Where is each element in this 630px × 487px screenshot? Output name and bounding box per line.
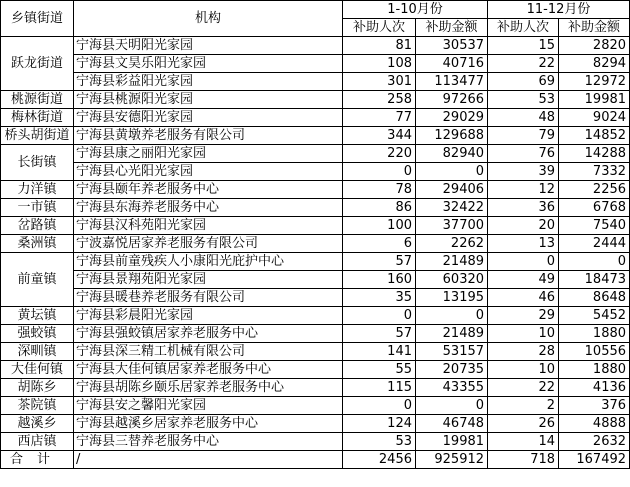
amount-1-cell: 30537: [416, 37, 488, 55]
org-cell: 宁海县安之馨阳光家园: [74, 397, 343, 415]
count-2-cell: 15: [488, 37, 559, 55]
town-cell: 黄坛镇: [1, 307, 74, 325]
amount-2-cell: 2444: [559, 235, 630, 253]
amount-1-cell: 46748: [416, 415, 488, 433]
count-2-cell: 12: [488, 181, 559, 199]
count-1-cell: 100: [343, 217, 416, 235]
org-cell: 宁海县前童残疾人小康阳光庇护中心: [74, 253, 343, 271]
org-cell: 宁海县强蛟镇居家养老服务中心: [74, 325, 343, 343]
amount-2-cell: 14852: [559, 127, 630, 145]
count-2-cell: 36: [488, 199, 559, 217]
amount-2-cell: 376: [559, 397, 630, 415]
amount-2-cell: 4888: [559, 415, 630, 433]
count-1-cell: 141: [343, 343, 416, 361]
table-row: [1, 55, 630, 73]
amount-1-cell: 29029: [416, 109, 488, 127]
count-1-cell: 6: [343, 235, 416, 253]
org-cell: 宁海县东海养老服务中心: [74, 199, 343, 217]
org-cell: 宁海县胡陈乡颐乐居家养老服务中心: [74, 379, 343, 397]
count-1-cell: 77: [343, 109, 416, 127]
count-2-cell: 39: [488, 163, 559, 181]
count-2-cell: 0: [488, 253, 559, 271]
count-1-cell: 57: [343, 253, 416, 271]
count-1-cell: 81: [343, 37, 416, 55]
town-cell: 力洋镇: [1, 181, 74, 199]
table-row: [1, 145, 630, 163]
amount-1-cell: 43355: [416, 379, 488, 397]
count-2-cell: 53: [488, 91, 559, 109]
amount-1-cell: 0: [416, 397, 488, 415]
count-2-cell: 2: [488, 397, 559, 415]
amount-1-cell: 53157: [416, 343, 488, 361]
org-cell: 宁海县三替养老服务中心: [74, 433, 343, 451]
amount-1-cell: 60320: [416, 271, 488, 289]
total-row: [1, 451, 630, 469]
count-1-cell: 0: [343, 307, 416, 325]
header-org: 机构: [74, 1, 343, 37]
amount-1-cell: 113477: [416, 73, 488, 91]
amount-2-cell: 8648: [559, 289, 630, 307]
header-town: 乡镇街道: [1, 1, 74, 37]
count-2-cell: 48: [488, 109, 559, 127]
org-cell: 宁海县文昊乐阳光家园: [74, 55, 343, 73]
header-amount-2: 补助金额: [559, 19, 630, 37]
header-period-1: 1-10月份: [343, 1, 488, 19]
count-1-cell: 220: [343, 145, 416, 163]
amount-1-cell: 32422: [416, 199, 488, 217]
amount-1-cell: 2262: [416, 235, 488, 253]
table-row: [1, 343, 630, 361]
org-cell: 宁海县暖巷养老服务有限公司: [74, 289, 343, 307]
amount-2-cell: 2256: [559, 181, 630, 199]
table-row: [1, 397, 630, 415]
count-2-cell: 22: [488, 379, 559, 397]
amount-1-cell: 19981: [416, 433, 488, 451]
town-cell: 一市镇: [1, 199, 74, 217]
table-row: [1, 415, 630, 433]
count-1-cell: 115: [343, 379, 416, 397]
town-cell: 深甽镇: [1, 343, 74, 361]
town-cell: 长街镇: [1, 145, 74, 181]
table-row: [1, 199, 630, 217]
amount-1-cell: 97266: [416, 91, 488, 109]
org-cell: 宁海县景翔苑阳光家园: [74, 271, 343, 289]
amount-1-cell: 37700: [416, 217, 488, 235]
count-1-cell: 0: [343, 163, 416, 181]
amount-1-cell: 20735: [416, 361, 488, 379]
town-cell: 桃源街道: [1, 91, 74, 109]
count-1-cell: 35: [343, 289, 416, 307]
org-cell: 宁海县心光阳光家园: [74, 163, 343, 181]
table-row: [1, 379, 630, 397]
amount-2-cell: 18473: [559, 271, 630, 289]
count-2-cell: 46: [488, 289, 559, 307]
total-amount-2: 167492: [559, 451, 630, 469]
org-cell: 宁海县彩晨阳光家园: [74, 307, 343, 325]
org-cell: 宁海县桃源阳光家园: [74, 91, 343, 109]
count-2-cell: 49: [488, 271, 559, 289]
town-cell: 茶院镇: [1, 397, 74, 415]
town-cell: 胡陈乡: [1, 379, 74, 397]
count-2-cell: 13: [488, 235, 559, 253]
count-1-cell: 55: [343, 361, 416, 379]
town-cell: 前童镇: [1, 253, 74, 307]
amount-1-cell: 40716: [416, 55, 488, 73]
table-row: [1, 37, 630, 55]
table-row: [1, 325, 630, 343]
amount-1-cell: 13195: [416, 289, 488, 307]
amount-2-cell: 8294: [559, 55, 630, 73]
total-label: 合计: [1, 451, 74, 469]
amount-2-cell: 2820: [559, 37, 630, 55]
town-cell: 桑洲镇: [1, 235, 74, 253]
count-1-cell: 53: [343, 433, 416, 451]
table-row: [1, 181, 630, 199]
amount-2-cell: 0: [559, 253, 630, 271]
count-2-cell: 79: [488, 127, 559, 145]
header-count-2: 补助人次: [488, 19, 559, 37]
amount-2-cell: 1880: [559, 361, 630, 379]
org-cell: 宁海县大佳何镇居家养老服务中心: [74, 361, 343, 379]
total-count-1: 2456: [343, 451, 416, 469]
count-2-cell: 20: [488, 217, 559, 235]
amount-1-cell: 21489: [416, 325, 488, 343]
amount-2-cell: 4136: [559, 379, 630, 397]
amount-2-cell: 19981: [559, 91, 630, 109]
count-1-cell: 57: [343, 325, 416, 343]
amount-2-cell: 7332: [559, 163, 630, 181]
count-1-cell: 301: [343, 73, 416, 91]
org-cell: 宁海县黄墩养老服务有限公司: [74, 127, 343, 145]
count-2-cell: 10: [488, 361, 559, 379]
count-1-cell: 344: [343, 127, 416, 145]
table-row: [1, 91, 630, 109]
amount-2-cell: 12972: [559, 73, 630, 91]
town-cell: 大佳何镇: [1, 361, 74, 379]
total-amount-1: 925912: [416, 451, 488, 469]
count-2-cell: 10: [488, 325, 559, 343]
org-cell: 宁海县颐年养老服务中心: [74, 181, 343, 199]
count-2-cell: 29: [488, 307, 559, 325]
count-1-cell: 108: [343, 55, 416, 73]
town-cell: 跃龙街道: [1, 37, 74, 91]
town-cell: 梅林街道: [1, 109, 74, 127]
count-2-cell: 26: [488, 415, 559, 433]
header-period-2: 11-12月份: [488, 1, 630, 19]
amount-1-cell: 129688: [416, 127, 488, 145]
table-row: [1, 307, 630, 325]
table-row: [1, 271, 630, 289]
amount-2-cell: 1880: [559, 325, 630, 343]
count-1-cell: 86: [343, 199, 416, 217]
amount-1-cell: 82940: [416, 145, 488, 163]
table-row: [1, 127, 630, 145]
count-2-cell: 76: [488, 145, 559, 163]
amount-1-cell: 0: [416, 307, 488, 325]
table-row: [1, 289, 630, 307]
table-row: [1, 109, 630, 127]
table-row: [1, 235, 630, 253]
amount-2-cell: 7540: [559, 217, 630, 235]
org-cell: 宁海县安德阳光家园: [74, 109, 343, 127]
table-header: [1, 1, 630, 37]
table-body: [1, 37, 630, 451]
town-cell: 西店镇: [1, 433, 74, 451]
org-cell: 宁海县汉科苑阳光家园: [74, 217, 343, 235]
table-row: [1, 217, 630, 235]
count-2-cell: 69: [488, 73, 559, 91]
amount-1-cell: 0: [416, 163, 488, 181]
total-org: /: [74, 451, 343, 469]
count-1-cell: 258: [343, 91, 416, 109]
total-count-2: 718: [488, 451, 559, 469]
table-row: [1, 361, 630, 379]
org-cell: 宁海县康之丽阳光家园: [74, 145, 343, 163]
org-cell: 宁海县越溪乡居家养老服务中心: [74, 415, 343, 433]
org-cell: 宁波嘉悦居家养老服务有限公司: [74, 235, 343, 253]
amount-1-cell: 21489: [416, 253, 488, 271]
count-1-cell: 124: [343, 415, 416, 433]
town-cell: 岔路镇: [1, 217, 74, 235]
count-1-cell: 160: [343, 271, 416, 289]
count-2-cell: 22: [488, 55, 559, 73]
table-row: [1, 163, 630, 181]
amount-2-cell: 9024: [559, 109, 630, 127]
org-cell: 宁海县深三精工机械有限公司: [74, 343, 343, 361]
amount-2-cell: 5452: [559, 307, 630, 325]
table-row: [1, 433, 630, 451]
amount-2-cell: 2632: [559, 433, 630, 451]
amount-2-cell: 14288: [559, 145, 630, 163]
header-amount-1: 补助金额: [416, 19, 488, 37]
count-2-cell: 14: [488, 433, 559, 451]
table-row: [1, 73, 630, 91]
amount-2-cell: 6768: [559, 199, 630, 217]
header-count-1: 补助人次: [343, 19, 416, 37]
org-cell: 宁海县天明阳光家园: [74, 37, 343, 55]
town-cell: 越溪乡: [1, 415, 74, 433]
amount-2-cell: 10556: [559, 343, 630, 361]
amount-1-cell: 29406: [416, 181, 488, 199]
town-cell: 强蛟镇: [1, 325, 74, 343]
count-2-cell: 28: [488, 343, 559, 361]
count-1-cell: 0: [343, 397, 416, 415]
org-cell: 宁海县彩益阳光家园: [74, 73, 343, 91]
count-1-cell: 78: [343, 181, 416, 199]
town-cell: 桥头胡街道: [1, 127, 74, 145]
table-row: [1, 253, 630, 271]
